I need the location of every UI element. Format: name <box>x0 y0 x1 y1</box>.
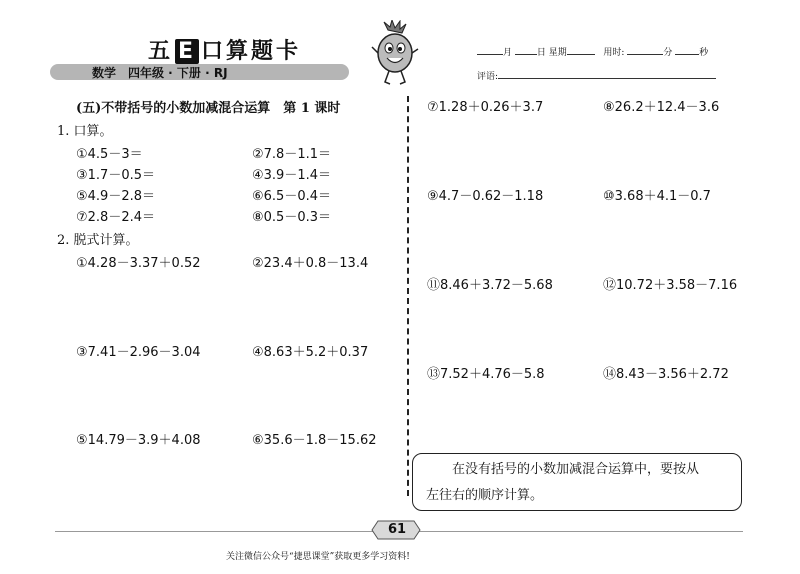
date-time-fields: 月 日 星期 用时: 分 秒 <box>477 45 708 58</box>
calc-item: ⑥35.6－1.8－15.62 <box>252 433 377 448</box>
seconds-blank[interactable] <box>675 45 699 55</box>
calc-item: ⑦1.28＋0.26＋3.7 <box>427 100 544 115</box>
part1-heading: 1. 口算。 <box>57 124 113 139</box>
calc-item: ⑨4.7－0.62－1.18 <box>427 189 544 204</box>
month-blank[interactable] <box>477 45 503 55</box>
calc-item: ⑪8.46＋3.72－5.68 <box>427 278 553 293</box>
day-blank[interactable] <box>515 45 537 55</box>
calc-item: ⑩3.68＋4.1－0.7 <box>603 189 711 204</box>
calc-item: ④8.63＋5.2＋0.37 <box>252 345 369 360</box>
page-number: 61 <box>388 522 407 537</box>
title-pre: 五 <box>148 39 174 64</box>
part2-heading: 2. 脱式计算。 <box>57 233 139 248</box>
column-divider <box>407 96 409 496</box>
mental-item: ⑥6.5－0.4＝ <box>252 189 332 204</box>
calc-item: ③7.41－2.96－3.04 <box>76 345 201 360</box>
calc-item: ⑭8.43－3.56＋2.72 <box>603 367 729 382</box>
mental-item: ③1.7－0.5＝ <box>76 168 156 183</box>
mental-item: ①4.5－3＝ <box>76 147 143 162</box>
mental-item: ⑦2.8－2.4＝ <box>76 210 156 225</box>
calc-item: ①4.28－3.37＋0.52 <box>76 256 201 271</box>
tip-line-2: 左往右的顺序计算。 <box>426 488 544 503</box>
calc-item: ⑤14.79－3.9＋4.08 <box>76 433 201 448</box>
weekday-blank[interactable] <box>567 45 595 55</box>
minutes-blank[interactable] <box>627 45 663 55</box>
comment-blank[interactable] <box>498 69 716 79</box>
calc-item: ②23.4＋0.8－13.4 <box>252 256 369 271</box>
mental-item: ⑤4.9－2.8＝ <box>76 189 156 204</box>
calc-item: ⑬7.52＋4.76－5.8 <box>427 367 545 382</box>
mental-item: ②7.8－1.1＝ <box>252 147 332 162</box>
calc-item: ⑫10.72＋3.58－7.16 <box>603 278 738 293</box>
radish-mascot-icon <box>370 20 420 90</box>
calc-item: ⑧26.2＋12.4－3.6 <box>603 100 720 115</box>
tip-line-1: 在没有括号的小数加减混合运算中，要按从 <box>452 462 700 477</box>
title-badge: E <box>175 39 199 64</box>
mental-item: ⑧0.5－0.3＝ <box>252 210 332 225</box>
mental-item: ④3.9－1.4＝ <box>252 168 332 183</box>
subtitle: 数学 四年级 · 下册 · RJ <box>92 66 228 80</box>
card-title <box>148 34 301 65</box>
footer-note: 关注微信公众号“捷思课堂”获取更多学习资料! <box>226 552 410 562</box>
comment-field: 评语: <box>477 69 716 82</box>
section-title: (五)不带括号的小数加减混合运算 第 1 课时 <box>76 101 341 116</box>
title-post: 口算题卡 <box>201 39 302 64</box>
